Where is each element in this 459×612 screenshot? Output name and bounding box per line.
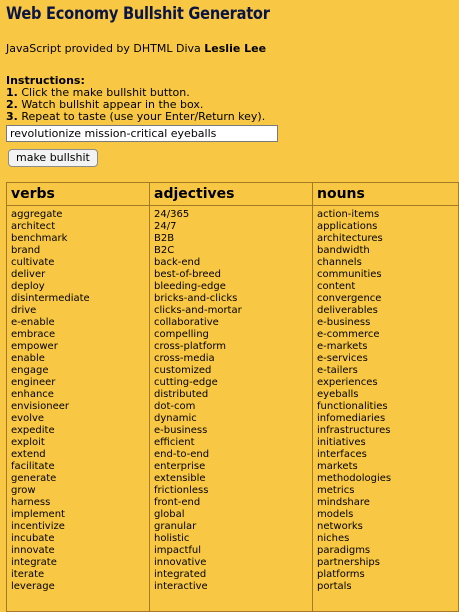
word-item: evolve xyxy=(11,413,45,424)
word-item: deliver xyxy=(11,269,46,280)
word-item: back-end xyxy=(154,257,201,268)
word-item: drive xyxy=(11,305,37,316)
word-item: functionalities xyxy=(317,401,388,412)
word-item: content xyxy=(317,281,356,292)
word-item: e-markets xyxy=(317,341,368,352)
word-item: cross-media xyxy=(154,353,215,364)
adjectives-column xyxy=(150,183,313,611)
word-item: portals xyxy=(317,581,352,592)
word-item: experiences xyxy=(317,377,378,388)
word-item: generate xyxy=(11,473,57,484)
word-item: extensible xyxy=(154,473,206,484)
word-item: infomediaries xyxy=(317,413,386,424)
step-number: 3. xyxy=(6,110,18,123)
word-item: integrated xyxy=(154,569,207,580)
word-item: grow xyxy=(11,485,36,496)
word-item: channels xyxy=(317,257,362,268)
word-item: eyeballs xyxy=(317,389,359,400)
word-item: e-tailers xyxy=(317,365,358,376)
word-item: innovative xyxy=(154,557,207,568)
bullshit-output-field[interactable]: revolutionize mission-critical eyeballs xyxy=(6,125,278,142)
word-item: cutting-edge xyxy=(154,377,218,388)
word-item: brand xyxy=(11,245,41,256)
word-item: platforms xyxy=(317,569,365,580)
word-item: incubate xyxy=(11,533,55,544)
word-item: partnerships xyxy=(317,557,380,568)
credit-line xyxy=(6,42,266,55)
make-bullshit-button[interactable]: make bullshit xyxy=(8,149,98,167)
step-text: Watch bullshit appear in the box. xyxy=(21,98,204,111)
word-item: implement xyxy=(11,509,65,520)
word-item: empower xyxy=(11,341,58,352)
word-item: methodologies xyxy=(317,473,392,484)
word-item: impactful xyxy=(154,545,202,556)
word-item: e-services xyxy=(317,353,368,364)
word-item: global xyxy=(154,509,185,520)
word-item: integrate xyxy=(11,557,57,568)
word-item: facilitate xyxy=(11,461,55,472)
word-item: compelling xyxy=(154,329,209,340)
word-item: innovate xyxy=(11,545,55,556)
word-list xyxy=(154,209,312,593)
word-item: interactive xyxy=(154,581,208,592)
word-item: engage xyxy=(11,365,49,376)
word-item: metrics xyxy=(317,485,355,496)
word-item: front-end xyxy=(154,497,201,508)
word-item: iterate xyxy=(11,569,45,580)
column-heading: verbs xyxy=(7,183,149,206)
word-item: expedite xyxy=(11,425,55,436)
word-list xyxy=(317,209,458,593)
word-item: aggregate xyxy=(11,209,63,220)
column-heading: adjectives xyxy=(150,183,312,206)
word-item: paradigms xyxy=(317,545,371,556)
word-item: dot-com xyxy=(154,401,196,412)
word-item: cross-platform xyxy=(154,341,227,352)
word-item: action-items xyxy=(317,209,380,220)
word-item: dynamic xyxy=(154,413,197,424)
verbs-column xyxy=(7,183,150,611)
word-item: bleeding-edge xyxy=(154,281,226,292)
word-item: collaborative xyxy=(154,317,219,328)
word-item: incentivize xyxy=(11,521,65,532)
word-item: e-commerce xyxy=(317,329,380,340)
word-item: mindshare xyxy=(317,497,370,508)
instructions xyxy=(6,75,265,123)
step-number: 1. xyxy=(6,86,18,99)
word-item: best-of-breed xyxy=(154,269,222,280)
word-item: customized xyxy=(154,365,212,376)
word-item: B2C xyxy=(154,245,175,256)
word-item: engineer xyxy=(11,377,56,388)
credit-text: JavaScript provided by DHTML Diva xyxy=(6,42,201,55)
word-item: bricks-and-clicks xyxy=(154,293,238,304)
word-item: communities xyxy=(317,269,382,280)
word-item: exploit xyxy=(11,437,45,448)
word-item: initiatives xyxy=(317,437,366,448)
word-item: frictionless xyxy=(154,485,209,496)
word-item: leverage xyxy=(11,581,55,592)
word-item: convergence xyxy=(317,293,382,304)
author-name: Leslie Lee xyxy=(204,42,267,55)
word-item: enhance xyxy=(11,389,54,400)
step-text: Click the make bullshit button. xyxy=(21,86,190,99)
word-item: markets xyxy=(317,461,358,472)
word-table xyxy=(6,182,459,612)
word-item: e-enable xyxy=(11,317,55,328)
word-item: bandwidth xyxy=(317,245,370,256)
word-item: e-business xyxy=(317,317,371,328)
word-item: disintermediate xyxy=(11,293,90,304)
step-text: Repeat to taste (use your Enter/Return key). xyxy=(21,110,266,123)
word-item: niches xyxy=(317,533,350,544)
word-list xyxy=(11,209,149,593)
word-item: granular xyxy=(154,521,197,532)
word-item: e-business xyxy=(154,425,208,436)
word-item: cultivate xyxy=(11,257,55,268)
word-item: benchmark xyxy=(11,233,68,244)
word-item: end-to-end xyxy=(154,449,210,460)
word-item: efficient xyxy=(154,437,195,448)
nouns-column xyxy=(313,183,458,611)
word-item: architect xyxy=(11,221,56,232)
instructions-heading: Instructions: xyxy=(6,74,85,87)
word-item: enterprise xyxy=(154,461,206,472)
word-item: infrastructures xyxy=(317,425,391,436)
word-item: distributed xyxy=(154,389,209,400)
word-item: envisioneer xyxy=(11,401,70,412)
step-number: 2. xyxy=(6,98,18,111)
word-item: clicks-and-mortar xyxy=(154,305,242,316)
word-item: applications xyxy=(317,221,378,232)
word-item: networks xyxy=(317,521,363,532)
instruction-step xyxy=(6,111,265,123)
page-title: Web Economy Bullshit Generator xyxy=(6,4,270,24)
word-item: B2B xyxy=(154,233,175,244)
word-item: harness xyxy=(11,497,51,508)
word-item: embrace xyxy=(11,329,56,340)
word-item: holistic xyxy=(154,533,190,544)
word-item: deploy xyxy=(11,281,45,292)
word-item: enable xyxy=(11,353,45,364)
word-item: extend xyxy=(11,449,46,460)
word-item: 24/365 xyxy=(154,209,190,220)
word-item: architectures xyxy=(317,233,383,244)
word-item: interfaces xyxy=(317,449,367,460)
column-heading: nouns xyxy=(313,183,458,206)
word-item: 24/7 xyxy=(154,221,177,232)
word-item: models xyxy=(317,509,354,520)
word-item: deliverables xyxy=(317,305,378,316)
